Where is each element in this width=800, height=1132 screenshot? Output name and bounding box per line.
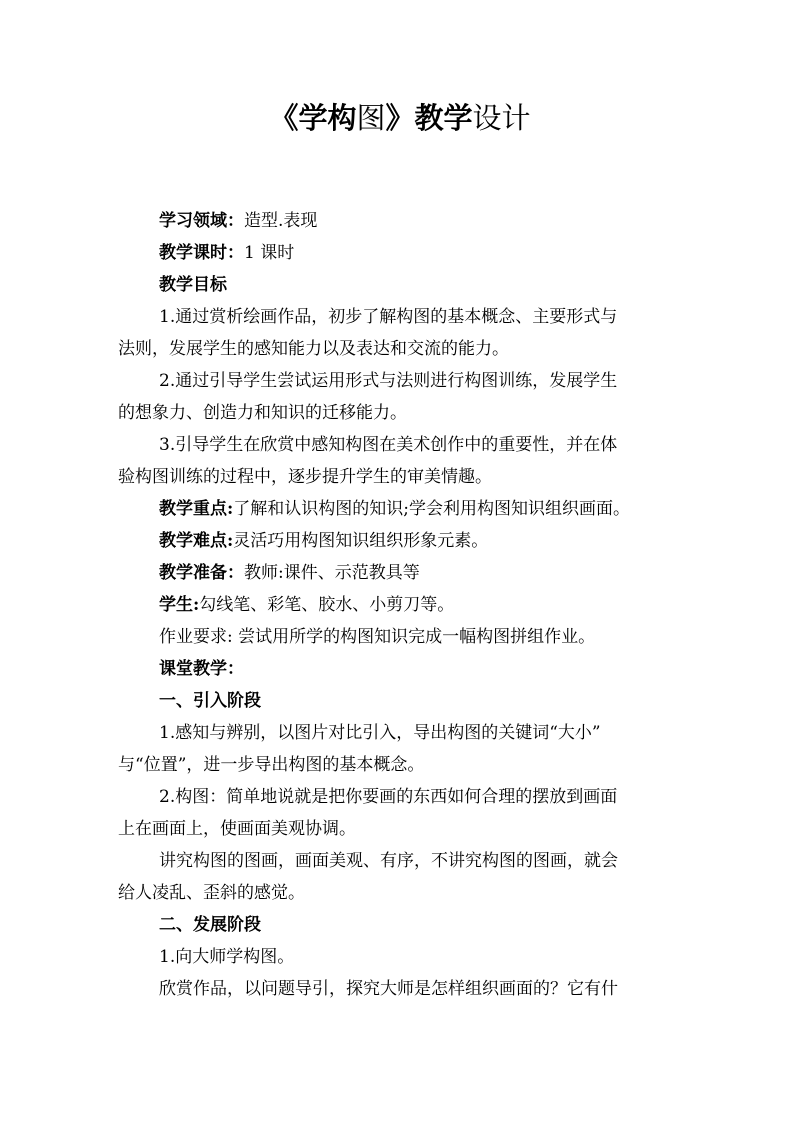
title-part-3: 》教学: [385, 101, 473, 135]
class-hours-line: 教学课时：1 课时: [159, 243, 295, 263]
title-part-1: 《学构: [269, 101, 357, 135]
students-value: 勾线笔、彩笔、胶水、小剪刀等。: [199, 595, 455, 615]
learning-domain-label: 学习领域: [159, 211, 227, 231]
stage-1-para-2-line-2: 上在画面上，使画面美观协调。: [118, 819, 356, 839]
stage-2-para-1: 1.向大师学构图。: [159, 947, 295, 967]
objective-1-line-2: 法则，发展学生的感知能力以及表达和交流的能力。: [118, 339, 509, 359]
title-part-2: 图: [356, 101, 386, 135]
stage-1-para-3-line-1: 讲究构图的图画，画面美观、有序，不讲究构图的图画，就会: [159, 851, 618, 871]
document-body: [118, 205, 674, 1005]
objective-2-line-2: 的想象力、创造力和知识的迁移能力。: [118, 403, 407, 423]
preparation-value: 教师:课件、示范教具等: [244, 563, 420, 583]
objective-2-line-1: 2.通过引导学生尝试运用形式与法则进行构图训练，发展学生: [159, 371, 618, 391]
title-part-4: 设计: [472, 101, 531, 135]
page-title: [0, 98, 800, 138]
stage-2-para-2: 欣赏作品，以问题导引，探究大师是怎样组织画面的？它有什: [159, 979, 618, 999]
objectives-heading: 教学目标: [159, 275, 227, 295]
stage-1-para-3-line-2: 给人凌乱、歪斜的感觉。: [118, 883, 305, 903]
objective-1-line-1: 1.通过赏析绘画作品，初步了解构图的基本概念、主要形式与: [159, 307, 618, 327]
homework-line: 作业要求: 尝试用所学的构图知识完成一幅构图拼组作业。: [159, 627, 596, 647]
stage-2-heading: 二、发展阶段: [159, 915, 261, 935]
objective-3-line-2: 验构图训练的过程中，逐步提升学生的审美情趣。: [118, 467, 492, 487]
preparation-label: 教学准备: [159, 563, 227, 583]
students-label: 学生:: [159, 595, 200, 615]
class-hours-value: 1 课时: [244, 243, 295, 263]
difficult-points-label: 教学难点:: [159, 531, 234, 551]
lesson-heading: 课堂教学：: [159, 659, 244, 679]
students-line: [118, 589, 674, 621]
stage-1-para-1-line-1: 1.感知与辨别，以图片对比引入，导出构图的关键词“大小”: [159, 723, 601, 743]
preparation-line: 教学准备：教师:课件、示范教具等: [159, 563, 420, 583]
difficult-points-line: [118, 525, 674, 557]
key-points-label: 教学重点:: [159, 499, 234, 519]
stage-1-para-1-line-2: 与“位置”，进一步导出构图的基本概念。: [118, 755, 425, 775]
stage-1-heading: 一、引入阶段: [159, 691, 261, 711]
class-hours-label: 教学课时: [159, 243, 227, 263]
stage-1-para-2-line-1: 2.构图：简单地说就是把你要画的东西如何合理的摆放到画面: [159, 787, 618, 807]
learning-domain-line: 学习领域：造型.表现: [159, 211, 318, 231]
difficult-points-value: 灵活巧用构图知识组织形象元素。: [233, 531, 489, 551]
key-points-line: [118, 493, 674, 525]
objective-3-line-1: 3.引导学生在欣赏中感知构图在美术创作中的重要性，并在体: [159, 435, 618, 455]
key-points-value: 了解和认识构图的知识;学会利用构图知识组织画面。: [233, 499, 631, 519]
learning-domain-value: 造型.表现: [244, 211, 318, 231]
